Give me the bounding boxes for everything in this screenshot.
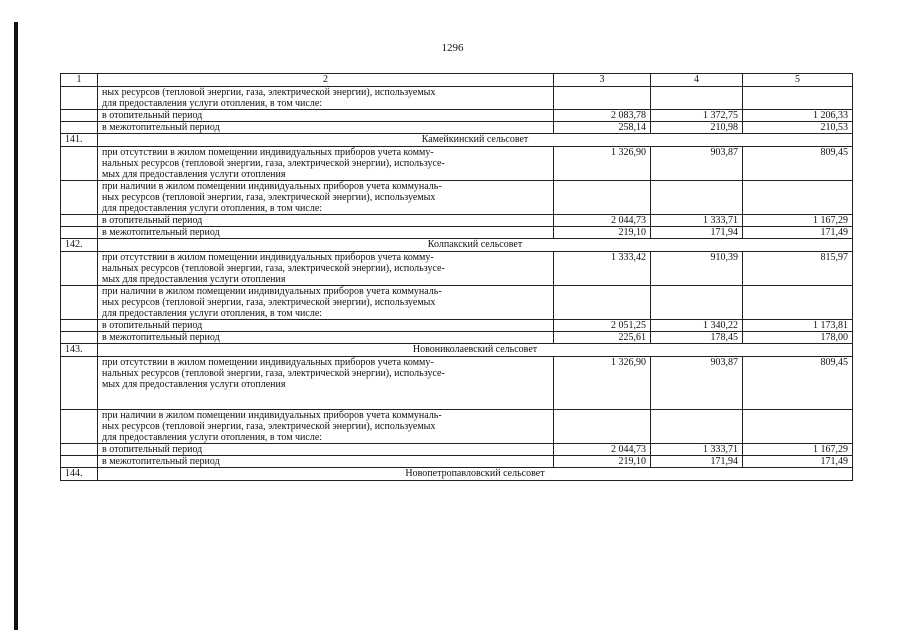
table-row bbox=[61, 147, 853, 181]
value-col-3: 1 326,90 bbox=[554, 147, 651, 181]
row-number bbox=[61, 252, 98, 286]
section-title: Новониколаевский сельсовет bbox=[98, 344, 853, 357]
binding-margin-line bbox=[14, 22, 18, 630]
table-row bbox=[61, 410, 853, 444]
value-col-4 bbox=[651, 410, 743, 444]
value-col-5 bbox=[743, 181, 853, 215]
row-number bbox=[61, 286, 98, 320]
value-col-4: 910,39 bbox=[651, 252, 743, 286]
value-col-5 bbox=[743, 286, 853, 320]
value-col-4: 1 333,71 bbox=[651, 215, 743, 227]
row-number bbox=[61, 87, 98, 110]
value-col-5: 809,45 bbox=[743, 147, 853, 181]
value-col-4 bbox=[651, 87, 743, 110]
value-col-5: 171,49 bbox=[743, 227, 853, 239]
row-description: в отопительный период bbox=[98, 444, 554, 456]
value-col-3: 2 051,25 bbox=[554, 320, 651, 332]
value-col-5: 171,49 bbox=[743, 456, 853, 468]
value-col-5 bbox=[743, 87, 853, 110]
value-col-3 bbox=[554, 181, 651, 215]
value-col-5: 1 173,81 bbox=[743, 320, 853, 332]
section-title: Колпакский сельсовет bbox=[98, 239, 853, 252]
row-description: ных ресурсов (тепловой энергии, газа, электрической энергии), используемых для предоставления услуги отопления, в том числе: bbox=[98, 87, 554, 110]
row-description: в межотопительный период bbox=[98, 456, 554, 468]
page-number: 1296 bbox=[441, 42, 464, 54]
header-cell-2: 2 bbox=[98, 74, 554, 87]
table-row bbox=[61, 444, 853, 456]
value-col-5: 1 206,33 bbox=[743, 110, 853, 122]
row-description: при отсутствии в жилом помещении индивидуальных приборов учета комму- нальных ресурсов (тепловой энергии, газа, электрической энергии), использусе- мых для предоставления услуги отопления bbox=[98, 147, 554, 181]
row-number: 144. bbox=[61, 468, 98, 481]
row-number bbox=[61, 147, 98, 181]
value-col-4: 903,87 bbox=[651, 357, 743, 410]
value-col-3 bbox=[554, 87, 651, 110]
value-col-5: 178,00 bbox=[743, 332, 853, 344]
section-title: Камейкинский сельсовет bbox=[98, 134, 853, 147]
table-row bbox=[61, 320, 853, 332]
table-row bbox=[61, 87, 853, 110]
value-col-5: 1 167,29 bbox=[743, 444, 853, 456]
table-row bbox=[61, 357, 853, 410]
value-col-4: 210,98 bbox=[651, 122, 743, 134]
row-number bbox=[61, 456, 98, 468]
value-col-4: 1 372,75 bbox=[651, 110, 743, 122]
header-cell-3: 3 bbox=[554, 74, 651, 87]
header-cell-1: 1 bbox=[61, 74, 98, 87]
row-number bbox=[61, 181, 98, 215]
value-col-4: 1 340,22 bbox=[651, 320, 743, 332]
tariff-table bbox=[60, 73, 853, 481]
value-col-4: 171,94 bbox=[651, 456, 743, 468]
value-col-4: 1 333,71 bbox=[651, 444, 743, 456]
row-description: в отопительный период bbox=[98, 215, 554, 227]
header-row bbox=[61, 74, 853, 87]
row-number bbox=[61, 320, 98, 332]
table-row bbox=[61, 215, 853, 227]
table-row bbox=[61, 110, 853, 122]
value-col-3: 1 333,42 bbox=[554, 252, 651, 286]
value-col-3: 225,61 bbox=[554, 332, 651, 344]
row-description: в межотопительный период bbox=[98, 122, 554, 134]
header-cell-4: 4 bbox=[651, 74, 743, 87]
row-number bbox=[61, 410, 98, 444]
row-number bbox=[61, 110, 98, 122]
value-col-3: 2 044,73 bbox=[554, 215, 651, 227]
row-description: в отопительный период bbox=[98, 320, 554, 332]
section-row bbox=[61, 134, 853, 147]
table-row bbox=[61, 252, 853, 286]
section-row bbox=[61, 239, 853, 252]
row-number: 141. bbox=[61, 134, 98, 147]
value-col-3: 2 083,78 bbox=[554, 110, 651, 122]
section-title: Новопетропавловский сельсовет bbox=[98, 468, 853, 481]
value-col-4: 903,87 bbox=[651, 147, 743, 181]
value-col-5: 815,97 bbox=[743, 252, 853, 286]
row-number: 143. bbox=[61, 344, 98, 357]
row-description: при наличии в жилом помещении индивидуальных приборов учета коммуналь- ных ресурсов (тепловой энергии, газа, электрической энергии), используемых для предоставления услуги отопления, в том числе: bbox=[98, 181, 554, 215]
row-description: при наличии в жилом помещении индивидуальных приборов учета коммуналь- ных ресурсов (тепловой энергии, газа, электрической энергии), используемых для предоставления услуги отопления, в том числе: bbox=[98, 286, 554, 320]
table-row bbox=[61, 456, 853, 468]
section-row bbox=[61, 344, 853, 357]
value-col-5: 1 167,29 bbox=[743, 215, 853, 227]
row-number: 142. bbox=[61, 239, 98, 252]
row-number bbox=[61, 444, 98, 456]
row-description: в межотопительный период bbox=[98, 227, 554, 239]
value-col-3 bbox=[554, 410, 651, 444]
value-col-3: 1 326,90 bbox=[554, 357, 651, 410]
value-col-4: 178,45 bbox=[651, 332, 743, 344]
row-number bbox=[61, 227, 98, 239]
value-col-3: 258,14 bbox=[554, 122, 651, 134]
row-description: при отсутствии в жилом помещении индивидуальных приборов учета комму- нальных ресурсов (тепловой энергии, газа, электрической энергии), использусе- мых для предоставления услуги отопления bbox=[98, 252, 554, 286]
table-row bbox=[61, 227, 853, 239]
section-row bbox=[61, 468, 853, 481]
value-col-3: 2 044,73 bbox=[554, 444, 651, 456]
value-col-4 bbox=[651, 286, 743, 320]
table-row bbox=[61, 181, 853, 215]
value-col-5: 809,45 bbox=[743, 357, 853, 410]
value-col-4: 171,94 bbox=[651, 227, 743, 239]
value-col-3 bbox=[554, 286, 651, 320]
row-description: в межотопительный период bbox=[98, 332, 554, 344]
value-col-5 bbox=[743, 410, 853, 444]
value-col-3: 219,10 bbox=[554, 456, 651, 468]
table-row bbox=[61, 122, 853, 134]
value-col-3: 219,10 bbox=[554, 227, 651, 239]
row-number bbox=[61, 332, 98, 344]
value-col-4 bbox=[651, 181, 743, 215]
header-cell-5: 5 bbox=[743, 74, 853, 87]
row-description: при отсутствии в жилом помещении индивидуальных приборов учета комму- нальных ресурсов (тепловой энергии, газа, электрической энергии), использусе- мых для предоставления услуги отопления bbox=[98, 357, 554, 410]
row-number bbox=[61, 215, 98, 227]
table-row bbox=[61, 332, 853, 344]
row-number bbox=[61, 122, 98, 134]
row-description: при наличии в жилом помещении индивидуальных приборов учета коммуналь- ных ресурсов (тепловой энергии, газа, электрической энергии), используемых для предоставления услуги отопления, в том числе: bbox=[98, 410, 554, 444]
row-description: в отопительный период bbox=[98, 110, 554, 122]
row-number bbox=[61, 357, 98, 410]
value-col-5: 210,53 bbox=[743, 122, 853, 134]
table-row bbox=[61, 286, 853, 320]
